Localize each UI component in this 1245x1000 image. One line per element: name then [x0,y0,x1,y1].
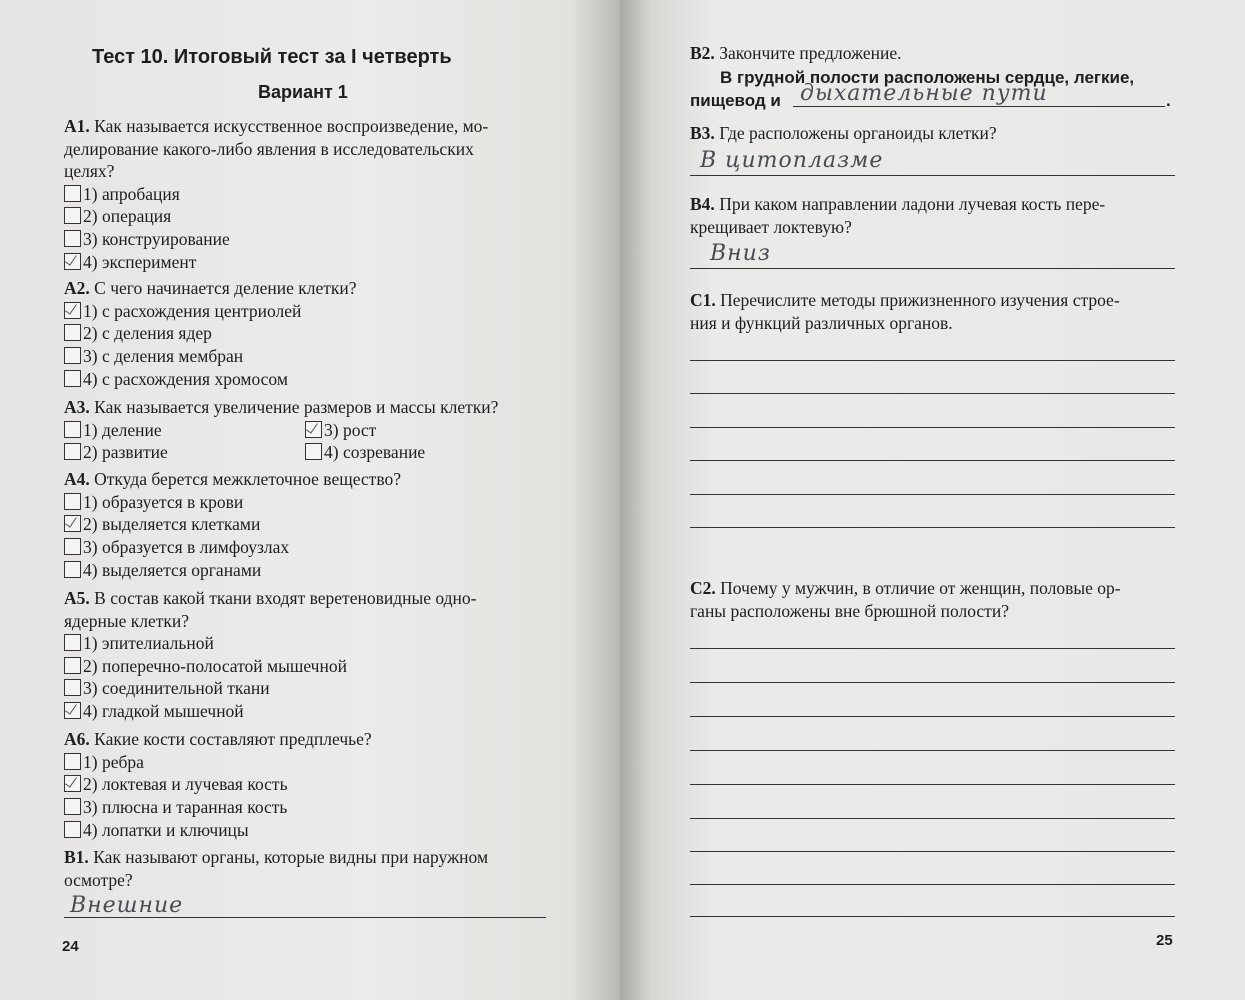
question-number: A4. [64,469,90,489]
answer-option[interactable] [64,368,288,390]
option-label: 4) гладкой мышечной [83,701,244,722]
question-a6 [64,728,372,750]
option-label: 3) рост [324,419,377,440]
answer-option[interactable] [64,632,214,654]
option-label: 3) конструирование [83,228,230,249]
answer-line [793,106,1165,107]
option-label: 3) с деления мембран [83,345,244,366]
answer-option[interactable] [64,536,289,558]
answer-line[interactable] [690,427,1175,428]
question-number: C2. [690,578,716,598]
answer-option[interactable] [64,491,243,513]
question-b4 [690,216,852,238]
question-number: A5. [64,588,90,608]
option-label: 1) апробация [83,183,180,204]
question-b2 [690,42,902,64]
option-label: 4) эксперимент [83,251,197,272]
answer-line[interactable] [690,884,1175,885]
question-number: B3. [690,123,715,143]
checkbox[interactable] [64,702,81,719]
answer-option[interactable] [64,819,249,841]
answer-option[interactable] [64,559,261,581]
checkbox[interactable] [64,185,81,202]
answer-option[interactable] [64,251,196,273]
answer-option[interactable] [64,205,171,227]
checkbox[interactable] [305,443,322,460]
question-text: Перечислите методы прижизненного изучения строе- [715,290,1120,310]
checkbox[interactable] [64,634,81,651]
option-label: 1) эпителиальной [83,633,214,653]
answer-option[interactable] [64,751,144,773]
variant-heading: Вариант 1 [258,82,348,102]
test-title: Тест 10. Итоговый тест за I четверть [92,46,452,68]
checkbox[interactable] [64,515,81,532]
question-text: В состав какой ткани входят веретеновидные одно- [89,588,477,608]
question-number: C1. [690,290,716,310]
checkbox[interactable] [64,561,81,578]
question-text: делирование какого-либо явления в исследовательских [64,138,474,159]
question-number: A2. [64,278,90,298]
question-text: При каком направлении ладони лучевая кость пере- [714,194,1106,214]
question-text: Почему у мужчин, в отличие от женщин, половые ор- [715,578,1121,598]
sentence-line-2: пищевод и [690,91,781,110]
question-c1 [690,289,1120,311]
checkbox[interactable] [64,679,81,696]
question-a1 [64,160,114,182]
question-number: A1. [64,116,90,136]
checkbox[interactable] [64,324,81,341]
checkbox[interactable] [64,421,81,438]
question-text: ганы расположены вне брюшной полости? [690,600,1009,621]
answer-line[interactable] [690,527,1175,528]
answer-line[interactable] [690,818,1175,819]
checkbox[interactable] [64,443,81,460]
checkbox[interactable] [64,775,81,792]
checkbox[interactable] [64,753,81,770]
question-text: осмотре? [64,869,133,890]
answer-option[interactable] [64,228,230,250]
checkbox[interactable] [64,207,81,224]
checkbox[interactable] [64,370,81,387]
page-number: 24 [62,938,79,955]
question-text: ядерные клетки? [64,610,190,631]
checkbox[interactable] [64,253,81,270]
question-text: крещивает локтевую? [690,216,852,237]
answer-line [690,175,1175,176]
option-label: 1) деление [83,419,162,440]
answer-option[interactable] [305,441,425,463]
question-a5 [64,587,476,609]
checkbox[interactable] [64,657,81,674]
question-text: Закончите предложение. [714,43,902,63]
option-label: 1) ребра [83,751,144,772]
question-number: A6. [64,729,90,749]
option-label: 2) развитие [83,442,168,462]
option-label: 3) соединительной ткани [83,678,270,699]
question-number: B2. [690,43,715,63]
answer-option[interactable] [64,300,301,322]
question-b1 [64,869,133,891]
question-c1 [690,312,953,334]
question-b1 [64,846,488,868]
question-text: Как называют органы, которые видны при наружном [88,847,489,867]
checkbox[interactable] [305,421,322,438]
answer-option[interactable] [64,513,260,535]
question-b3 [690,122,997,144]
option-label: 2) с деления ядер [83,323,212,344]
page-number: 25 [1156,932,1173,949]
option-label: 4) выделяется органами [83,559,262,580]
option-label: 1) образуется в крови [83,491,244,512]
question-number: B1. [64,847,89,867]
question-a1 [64,138,474,160]
left-page [0,0,620,1000]
question-number: B4. [690,194,715,214]
answer-option[interactable] [64,700,244,722]
handwritten-answer[interactable]: Вниз [710,241,771,266]
answer-option[interactable] [64,322,212,344]
answer-line[interactable] [690,494,1175,495]
answer-line[interactable] [690,716,1175,717]
sentence-line-1: В грудной полости расположены сердце, легкие, [720,68,1135,87]
answer-line[interactable] [690,750,1175,751]
answer-line[interactable] [690,360,1175,361]
option-label: 3) плюсна и таранная кость [83,796,288,817]
checkbox[interactable] [64,821,81,838]
option-label: 4) лопатки и ключицы [83,819,249,840]
handwritten-answer[interactable]: дыхательные пути [800,81,1048,106]
question-a4 [64,468,401,490]
question-c2 [690,577,1121,599]
option-label: 4) созревание [324,442,426,462]
answer-line[interactable] [690,851,1175,852]
answer-option[interactable] [64,183,180,205]
question-text: Как называется увеличение размеров и массы клетки? [89,397,499,417]
sentence-end: . [1166,91,1171,110]
handwritten-answer[interactable]: В цитоплазме [700,148,884,173]
answer-option[interactable] [305,419,376,441]
answer-line[interactable] [690,393,1175,394]
answer-option[interactable] [64,677,270,699]
question-c2 [690,600,1009,622]
option-label: 1) с расхождения центриолей [83,300,302,321]
option-label: 2) локтевая и лучевая кость [83,774,288,795]
checkbox[interactable] [64,302,81,319]
option-label: 2) поперечно-полосатой мышечной [83,655,347,676]
checkbox[interactable] [64,493,81,510]
question-text: Какие кости составляют предплечье? [89,729,372,749]
answer-line[interactable] [690,682,1175,683]
handwritten-answer[interactable]: Внешние [70,893,184,918]
answer-line[interactable] [690,916,1175,917]
question-text: Где расположены органоиды клетки? [714,123,997,143]
answer-line[interactable] [690,648,1175,649]
question-text: целях? [64,161,115,181]
checkbox[interactable] [64,230,81,247]
answer-option[interactable] [64,345,243,367]
checkbox[interactable] [64,798,81,815]
question-b4 [690,193,1105,215]
question-text: С чего начинается деление клетки? [89,278,357,298]
answer-option[interactable] [64,441,168,463]
answer-line[interactable] [690,460,1175,461]
answer-line [690,268,1175,269]
option-label: 2) выделяется клетками [83,514,261,535]
question-a2 [64,277,357,299]
answer-option[interactable] [64,796,287,818]
option-label: 4) с расхождения хромосом [83,368,288,389]
option-label: 2) операция [83,206,172,227]
question-text: ния и функций различных органов. [690,312,953,333]
answer-option[interactable] [64,655,347,677]
question-text: Как называется искусственное воспроизведение, мо- [89,116,489,136]
answer-line[interactable] [690,784,1175,785]
question-a5 [64,610,189,632]
right-page [620,0,1245,1000]
checkbox[interactable] [64,538,81,555]
question-number: A3. [64,397,90,417]
question-a1 [64,115,488,137]
question-text: Откуда берется межклеточное вещество? [89,469,401,489]
question-a3 [64,396,498,418]
option-label: 3) образуется в лимфоузлах [83,536,290,557]
checkbox[interactable] [64,347,81,364]
answer-option[interactable] [64,773,288,795]
answer-option[interactable] [64,419,162,441]
